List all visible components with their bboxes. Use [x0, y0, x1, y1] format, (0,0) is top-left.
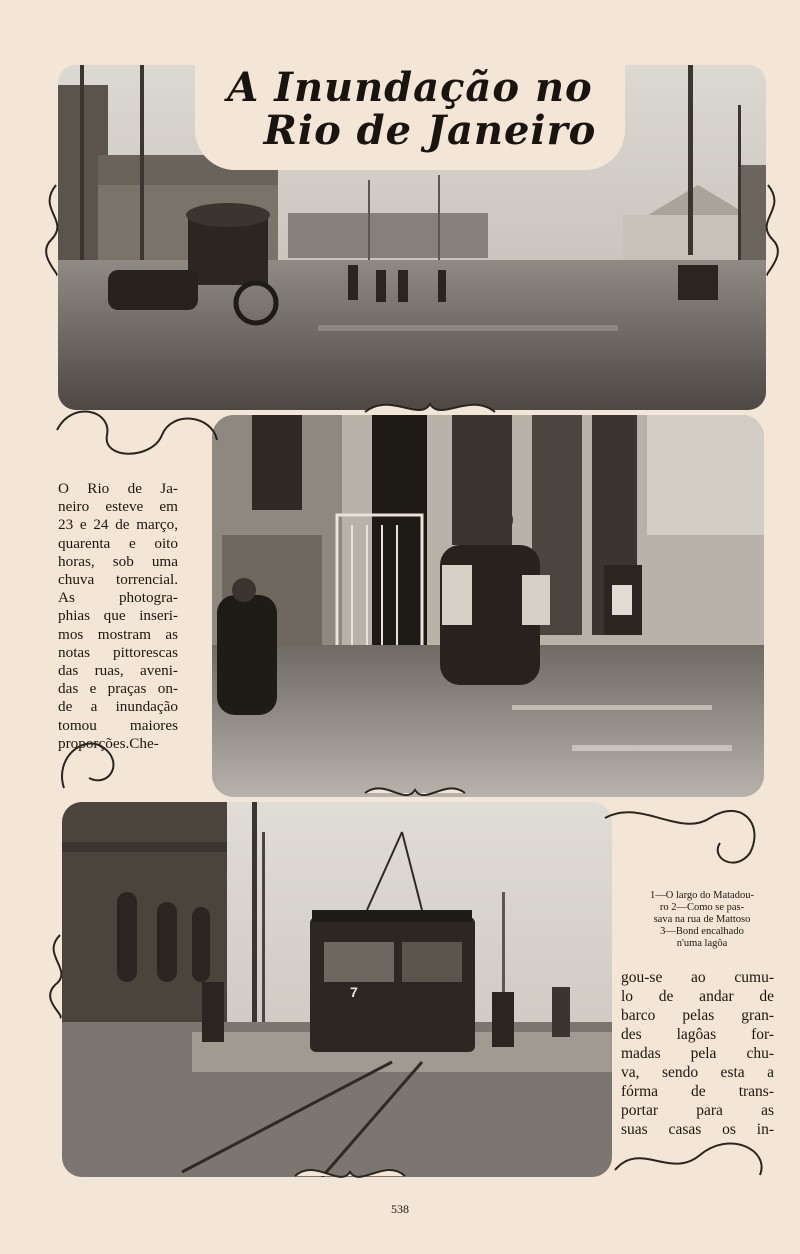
ornament-bottom-center — [290, 1158, 410, 1190]
text-line: notas pittorescas — [58, 643, 178, 661]
ornament-left-lower-swirl — [40, 930, 80, 1020]
ornament-left-swirl — [52, 400, 222, 470]
text-line: O Rio de Ja- — [58, 480, 178, 497]
ornament-right-bottom-swirl — [610, 1120, 775, 1190]
ornament-photo2-bottom — [360, 778, 470, 808]
text-line: As photogra- — [58, 589, 178, 607]
text-line: das ruas, aveni- — [58, 662, 178, 680]
text-line: va, sendo esta a — [621, 1064, 774, 1081]
ornament-right-mid-swirl — [600, 798, 770, 878]
tram-number: 7 — [350, 984, 358, 1000]
photo-bond-encalhado — [62, 802, 612, 1177]
ornament-top-left-swirl — [36, 180, 76, 280]
text-line: phias que inseri- — [58, 607, 178, 625]
text-line: proporções.Che- — [58, 734, 159, 752]
caption-line: 3—Bond encalhado — [660, 926, 744, 937]
text-line: quarenta e oito — [58, 534, 178, 552]
caption-line: ro 2—Como se pas- — [659, 902, 745, 913]
text-line: neiro esteve em — [58, 498, 178, 516]
text-line: portar para as — [621, 1102, 774, 1119]
article-left-column — [58, 480, 178, 753]
caption-line: n'uma lagôa — [676, 938, 728, 949]
text-line: gou-se ao cumu- — [621, 969, 774, 986]
text-line: das e praças on- — [58, 680, 178, 698]
text-line: suas casas os in- — [621, 1121, 774, 1138]
text-line: barco pelas gran- — [621, 1007, 774, 1024]
text-line: fórma de trans- — [621, 1083, 774, 1100]
text-line: tomou maiores — [58, 716, 178, 734]
text-line: lo de andar de — [621, 988, 774, 1005]
page-number: 538 — [391, 1202, 409, 1216]
photo-rua-de-mattoso — [212, 415, 764, 797]
caption-line: 1—O largo do Matadou- — [650, 890, 754, 901]
text-line: mos mostram as — [58, 625, 178, 643]
text-line: de a inundação — [58, 698, 178, 716]
text-line: chuva torrencial. — [58, 571, 178, 589]
text-line: des lagôas for- — [621, 1026, 774, 1043]
article-right-column — [621, 968, 774, 1139]
ornament-lower-left-swirl — [54, 728, 134, 798]
text-line: horas, sob uma — [58, 552, 178, 570]
text-line: madas pela chu- — [621, 1045, 774, 1062]
page-title — [195, 60, 625, 170]
title-line-2: Rio de Janeiro — [263, 107, 597, 154]
title-line-1: A Inundação no — [227, 64, 593, 111]
ornament-mid-divider — [360, 392, 500, 426]
ornament-top-right-swirl — [748, 180, 788, 280]
text-line: 23 e 24 de março, — [58, 516, 178, 534]
photo-caption — [622, 890, 782, 950]
caption-line: sava na rua de Mattoso — [653, 914, 751, 925]
